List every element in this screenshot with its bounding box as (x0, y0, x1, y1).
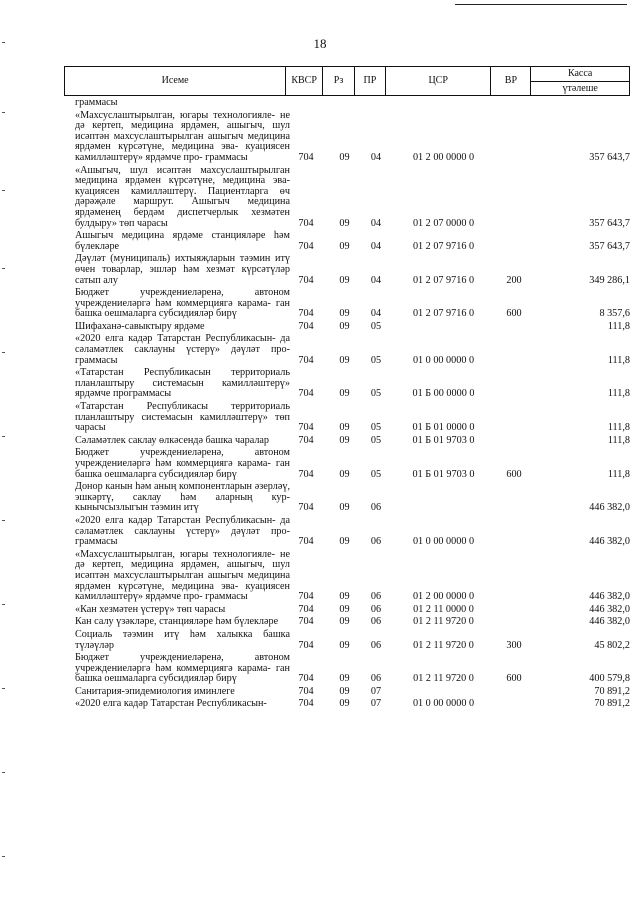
row-rz: 09 (339, 591, 350, 603)
row-pr: 07 (370, 698, 382, 710)
row-kvsr: 704 (298, 673, 314, 685)
row-kvsr: 704 (298, 217, 314, 229)
table-row (75, 630, 630, 651)
page-number: 18 (313, 36, 327, 51)
row-rz: 09 (339, 354, 350, 366)
row-vr: 300 (506, 639, 522, 651)
table-row (75, 402, 630, 434)
row-pr: 05 (370, 320, 382, 332)
row-rz: 09 (339, 502, 350, 514)
row-pr: 04 (370, 151, 382, 163)
row-kvsr: 704 (298, 354, 314, 366)
row-csr: 01 Б 01 0000 0 (412, 422, 475, 434)
row-pr: 07 (370, 685, 382, 697)
row-csr: 01 2 11 0000 0 (413, 603, 474, 615)
table-body (75, 98, 630, 712)
row-name: Бюджет учреждениеләренә, автоном учреждениеләргә һәм коммерциягә карама- ган башка оешмаларга субсидияләр бирү (75, 287, 290, 320)
row-kvsr: 704 (298, 468, 314, 480)
row-kvsr: 704 (298, 685, 314, 697)
row-name: «2020 елга кадәр Татарстан Республикасын- (75, 698, 267, 710)
table-row (75, 254, 630, 286)
row-csr: 01 2 00 0000 0 (412, 591, 475, 603)
table-row (75, 617, 630, 628)
row-name: Кан салу үзәкләре, станцияләре һәм бүлекләре (75, 616, 279, 628)
row-pr: 05 (370, 468, 382, 480)
row-rz: 09 (339, 685, 350, 697)
row-name: «Ашыгыч, шул исәптән махсуслаштырылган медицина ярдәмен күрсәтүне, медицина эва- куациясен камилләштерү. Пациентларга өч дәрәҗәле маршрут. Ашыгыч медицина ярдәменең бердәм диспетчерлык хезмәтен булдыру» төп чарасы (75, 164, 290, 229)
header-kvsr: КВСР (286, 67, 323, 95)
row-name: Шифаханә-савыктыру ярдәме (75, 320, 205, 332)
row-csr: 01 2 07 0000 0 (412, 217, 475, 229)
row-csr: 01 0 00 0000 0 (412, 698, 475, 710)
row-kvsr: 704 (298, 603, 314, 615)
table-row (75, 448, 630, 480)
table-row (75, 166, 630, 230)
row-pr: 06 (370, 616, 382, 628)
row-csr: 01 2 07 9716 0 (412, 274, 475, 286)
row-sum: 349 286,1 (589, 274, 630, 286)
row-rz: 09 (339, 639, 350, 651)
row-kvsr: 704 (298, 274, 314, 286)
row-sum: 111,8 (607, 320, 630, 332)
row-rz: 09 (339, 151, 350, 163)
row-rz: 09 (339, 240, 350, 252)
row-pr: 06 (370, 536, 382, 548)
row-name: «Татарстан Республикасын территориаль планлаштыру системасын камилләштерү» ярдәмче программасы (75, 367, 290, 400)
row-name: Санитария-эпидемиология иминлеге (75, 685, 235, 697)
row-kvsr: 704 (298, 616, 314, 628)
row-sum: 446 382,0 (589, 603, 630, 615)
row-name: «Кан хезмәтен үстерү» төп чарасы (75, 603, 226, 615)
row-rz: 09 (339, 422, 350, 434)
row-name: «Махсуслаштырылган, югары технологияле- не дә кертеп, медицина ярдәмен, ашыгыч, шул исәптән махсуслаштырылган ашыгыч медицина ярдәмен күрсәтүне, медицина эва- куациясен камилләштерү» ярдәмче про- граммасы (75, 109, 290, 163)
row-rz: 09 (339, 536, 350, 548)
row-kvsr: 704 (298, 639, 314, 651)
table-row (75, 550, 630, 603)
row-pr: 06 (370, 603, 382, 615)
row-pr: 04 (370, 217, 382, 229)
header-csr: ЦСР (386, 67, 492, 95)
row-sum: 357 643,7 (589, 240, 630, 252)
row-csr: 01 2 11 9720 0 (413, 639, 474, 651)
row-name: «Татарстан Республикасы территориаль планлаштыру системасын камилләштерү» төп чарасы (75, 401, 290, 434)
row-pr: 04 (370, 274, 382, 286)
table-row (75, 98, 630, 109)
row-kvsr: 704 (298, 502, 314, 514)
top-rule (455, 4, 627, 5)
table-row (75, 482, 630, 514)
table-row (75, 699, 630, 710)
row-pr: 04 (370, 308, 382, 320)
row-sum: 70 891,2 (594, 698, 630, 710)
header-pr: ПР (355, 67, 386, 95)
row-rz: 09 (339, 616, 350, 628)
row-csr: 01 Б 01 9703 0 (412, 468, 475, 480)
row-pr: 05 (370, 422, 382, 434)
row-rz: 09 (339, 388, 350, 400)
row-name: «2020 елга кадәр Татарстан Республикасын- да сәламәтлек саклауны үстерү» дәүләт про- граммасы (75, 514, 290, 548)
row-sum: 446 382,0 (589, 502, 630, 514)
table-row (75, 653, 630, 685)
row-kvsr: 704 (298, 422, 314, 434)
row-kvsr: 704 (298, 536, 314, 548)
row-name: Бюджет учреждениеләренә, автоном учреждениеләргә һәм коммерциягә карама- ган башка оешмаларга субсидияләр бирү (75, 652, 290, 685)
row-sum: 111,8 (607, 388, 630, 400)
row-pr: 05 (370, 388, 382, 400)
row-name: «2020 елга кадәр Татарстан Республикасын- да сәламәтлек саклауны үстерү» дәүләт про- граммасы (75, 333, 290, 366)
header-vr: ВР (491, 67, 531, 95)
row-vr: 600 (506, 673, 522, 685)
row-kvsr: 704 (298, 698, 314, 710)
row-name: Сәламәтлек саклау өлкәсендә башка чаралар (75, 434, 270, 446)
row-sum: 111,8 (607, 422, 630, 434)
row-csr: 01 0 00 0000 0 (412, 354, 475, 366)
row-vr: 600 (506, 468, 522, 480)
row-sum: 400 579,8 (589, 673, 630, 685)
row-name: Бюджет учреждениеләренә, автоном учреждениеләргә һәм коммерциягә карама- ган башка оешмаларга субсидияләр бирү (75, 447, 290, 480)
row-pr: 06 (370, 639, 382, 651)
table-header (64, 66, 630, 96)
row-name: граммасы (75, 97, 118, 108)
row-csr: 01 2 00 0000 0 (412, 151, 475, 163)
table-row (75, 111, 630, 164)
row-sum: 111,8 (607, 468, 630, 480)
table-row (75, 288, 630, 320)
table-row (75, 334, 630, 366)
row-kvsr: 704 (298, 434, 314, 446)
row-name: Социаль тәэмин итү һәм халыкка башка түләүләр (75, 628, 290, 651)
row-name: Ашыгыч медицина ярдәме станцияләре һәм бүлекләре (75, 230, 290, 252)
row-sum: 45 802,2 (594, 639, 630, 651)
row-pr: 06 (370, 673, 382, 685)
row-name: Дәүләт (муниципаль) ихтыяҗларын тәэмин итү өчен товарлар, эшләр һәм хезмәт күрсәтүләр сатып алу (75, 253, 290, 286)
row-pr: 06 (370, 591, 382, 603)
row-vr: 200 (506, 274, 522, 286)
table-row (75, 322, 630, 333)
row-sum: 111,8 (607, 354, 630, 366)
row-kvsr: 704 (298, 591, 314, 603)
row-rz: 09 (339, 603, 350, 615)
row-name: Донор канын һәм аның компонентларын әзерләү, эшкәртү, саклау һәм аларның кур- кынычсызлыгын тәэмин итү (75, 481, 290, 514)
row-csr: 01 0 00 0000 0 (412, 536, 475, 548)
header-name: Исеме (65, 67, 286, 95)
row-kvsr: 704 (298, 388, 314, 400)
row-kvsr: 704 (298, 320, 314, 332)
row-pr: 05 (370, 354, 382, 366)
table-row (75, 436, 630, 447)
row-sum: 70 891,2 (594, 685, 630, 697)
row-rz: 09 (339, 434, 350, 446)
row-sum: 446 382,0 (589, 591, 630, 603)
header-rz: Рз (323, 67, 355, 95)
row-pr: 04 (370, 240, 382, 252)
row-kvsr: 704 (298, 240, 314, 252)
row-kvsr: 704 (298, 151, 314, 163)
row-rz: 09 (339, 308, 350, 320)
table-row (75, 516, 630, 548)
row-csr: 01 2 07 9716 0 (412, 240, 475, 252)
row-name: «Махсуслаштырылган, югары технологияле- не дә кертеп, медицина ярдәмен, ашыгыч, шул исәптән махсуслаштырылган ашыгыч медицина ярдәмен күрсәтүне, медицина эва- куациясен камилләштерү» ярдәмче про- граммасы (75, 548, 290, 603)
row-sum: 8 357,6 (599, 308, 630, 320)
header-sum-bottom: үтәлеше (562, 82, 598, 94)
row-kvsr: 704 (298, 308, 314, 320)
row-sum: 357 643,7 (589, 217, 630, 229)
table-row (75, 231, 630, 252)
row-sum: 111,8 (607, 434, 630, 446)
header-sum (531, 67, 629, 95)
row-rz: 09 (339, 673, 350, 685)
table-row (75, 368, 630, 400)
row-rz: 09 (339, 320, 350, 332)
row-pr: 05 (370, 434, 382, 446)
row-rz: 09 (339, 698, 350, 710)
row-sum: 446 382,0 (589, 536, 630, 548)
table-row (75, 687, 630, 698)
header-sum-top: Касса (531, 67, 629, 82)
row-pr: 06 (370, 502, 382, 514)
row-csr: 01 Б 00 0000 0 (412, 388, 475, 400)
table-row (75, 605, 630, 616)
row-sum: 357 643,7 (589, 151, 630, 163)
row-csr: 01 2 11 9720 0 (413, 616, 474, 628)
row-sum: 446 382,0 (589, 616, 630, 628)
row-csr: 01 2 07 9716 0 (412, 308, 475, 320)
row-csr: 01 Б 01 9703 0 (412, 434, 475, 446)
row-vr: 600 (506, 308, 522, 320)
row-csr: 01 2 11 9720 0 (413, 673, 474, 685)
row-rz: 09 (339, 468, 350, 480)
row-rz: 09 (339, 274, 350, 286)
row-rz: 09 (339, 217, 350, 229)
